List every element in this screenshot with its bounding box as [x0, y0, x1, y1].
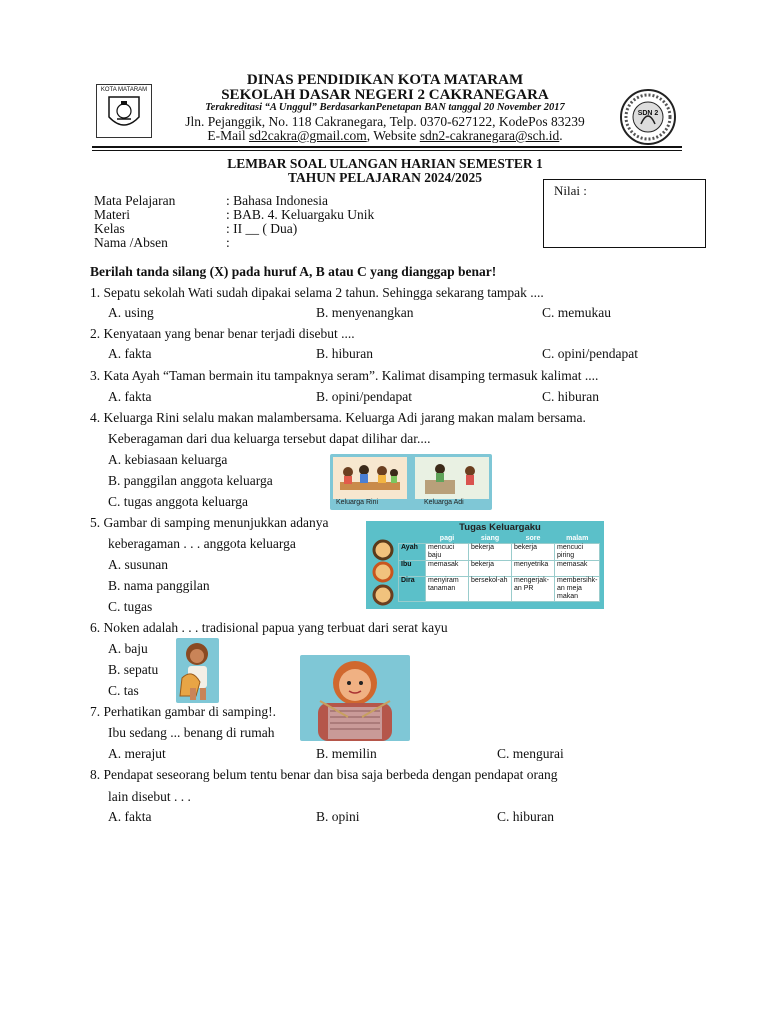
email-prefix: E-Mail — [207, 128, 249, 143]
family-comparison-image — [330, 454, 492, 510]
q4-option-a[interactable]: A. kebiasaan keluarga — [108, 452, 228, 467]
q8-option-a[interactable]: A. fakta — [108, 809, 152, 824]
q8-option-c[interactable]: C. hiburan — [497, 809, 554, 824]
tugas-keluargaku-chart — [366, 521, 604, 609]
question-8-text-2: lain disebut . . . — [108, 789, 191, 804]
q3-option-c[interactable]: C. hiburan — [542, 389, 599, 404]
q3-option-a[interactable]: A. fakta — [108, 389, 152, 404]
question-5-text: 5. Gambar di samping menunjukkan adanya — [90, 515, 329, 530]
keluarga-rini-label: Keluarga Rini — [336, 499, 379, 506]
q7-option-c[interactable]: C. mengurai — [497, 746, 564, 761]
info-label-kelas: Kelas — [94, 221, 125, 236]
question-6-text: 6. Noken adalah . . . tradisional papua yang terbuat dari serat kayu — [90, 620, 448, 635]
dinas-heading: DINAS PENDIDIKAN KOTA MATARAM — [246, 72, 524, 88]
table-cell: mencuci piring — [555, 544, 600, 561]
q3-option-b[interactable]: B. opini/pendapat — [316, 389, 412, 404]
question-7-text-2: Ibu sedang ... benang di rumah — [108, 725, 275, 740]
table-cell: memasak — [426, 561, 469, 577]
info-label-nama: Nama /Absen — [94, 235, 168, 250]
q2-option-c[interactable]: C. opini/pendapat — [542, 346, 638, 361]
info-value-kelas: : II __ ( Dua) — [226, 221, 298, 236]
school-heading: SEKOLAH DASAR NEGERI 2 CAKRANEGARA — [221, 87, 549, 103]
question-4-text-2: Keberagaman dari dua keluarga tersebut dapat dilihar dar.... — [108, 431, 431, 446]
question-7-text: 7. Perhatikan gambar di samping!. — [90, 704, 276, 719]
table-row — [399, 577, 600, 602]
tugas-table-header-row — [399, 535, 600, 544]
q8-option-b[interactable]: B. opini — [316, 809, 360, 824]
q4-option-c[interactable]: C. tugas anggota keluarga — [108, 494, 248, 509]
tugas-table-title: Tugas Keluargaku — [459, 522, 541, 533]
website-link[interactable]: sdn2-cakranegara@sch.id — [419, 128, 560, 143]
email-link[interactable]: sd2cakra@gmail.com — [248, 128, 367, 143]
q7-option-b[interactable]: B. memilin — [316, 746, 377, 761]
question-3-text: 3. Kata Ayah “Taman bermain itu tampaknya seram”. Kalimat disamping termasuk kalimat .... — [90, 368, 599, 383]
q5-option-c[interactable]: C. tugas — [108, 599, 153, 614]
info-label-materi: Materi — [94, 207, 130, 222]
kota-mataram-emblem-icon — [97, 93, 151, 135]
table-cell: bekerja — [469, 544, 512, 561]
table-cell: membersihk-an meja makan — [555, 577, 600, 602]
header-divider-thin — [92, 150, 682, 151]
website-prefix: , Website — [366, 128, 420, 143]
row-label-ayah: Ayah — [399, 544, 426, 561]
table-cell: bersekol-ah — [469, 577, 512, 602]
instruction-text: Berilah tanda silang (X) pada huruf A, B atau C yang dianggap benar! — [90, 264, 497, 279]
tugas-table — [398, 535, 600, 602]
table-row — [399, 561, 600, 577]
kota-mataram-logo — [96, 84, 152, 138]
knitting-illustration — [300, 655, 410, 741]
accreditation-text: Terakreditasi “A Unggul” BerdasarkanPenetapan BAN tanggal 20 November 2017 — [205, 102, 565, 113]
address-text: Jln. Pejanggik, No. 118 Cakranegara, Telp. 0370-627122, KodePos 83239 — [185, 114, 585, 129]
header-sore: sore — [525, 535, 541, 542]
header-divider-thick — [92, 146, 682, 148]
nilai-box[interactable] — [543, 179, 706, 248]
info-value-mapel: : Bahasa Indonesia — [226, 193, 328, 208]
q2-option-a[interactable]: A. fakta — [108, 346, 152, 361]
q1-option-b[interactable]: B. menyenangkan — [316, 305, 414, 320]
question-8-text: 8. Pendapat seseorang belum tentu benar dan bisa saja berbeda dengan pendapat orang — [90, 767, 558, 782]
info-label-mapel: Mata Pelajaran — [94, 193, 176, 208]
q6-option-b[interactable]: B. sepatu — [108, 662, 159, 677]
sdn2-emblem-icon — [619, 88, 677, 146]
q1-option-a[interactable]: A. using — [108, 305, 154, 320]
q6-option-a[interactable]: A. baju — [108, 641, 148, 656]
row-label-ibu: Ibu — [399, 561, 426, 577]
contact-line — [150, 128, 620, 143]
header-siang: siang — [480, 535, 500, 542]
noken-bag-illustration — [176, 638, 219, 703]
question-5-text-2: keberagaman . . . anggota keluarga — [108, 536, 296, 551]
knitting-image — [300, 655, 410, 741]
sdn2-logo-text: SDN 2 — [637, 110, 659, 117]
row-label-dira: Dira — [399, 577, 426, 602]
q7-option-a[interactable]: A. merajut — [108, 746, 166, 761]
website-suffix: . — [559, 128, 563, 143]
sdn2-logo — [619, 88, 677, 146]
keluarga-adi-label: Keluarga Adi — [424, 499, 464, 506]
info-value-materi: : BAB. 4. Keluargaku Unik — [226, 207, 375, 222]
question-2-text: 2. Kenyataan yang benar benar terjadi disebut .... — [90, 326, 355, 341]
header-malam: malam — [566, 535, 589, 542]
q1-option-c[interactable]: C. memukau — [542, 305, 611, 320]
table-cell: memasak — [555, 561, 600, 577]
table-row — [399, 544, 600, 561]
question-1-text: 1. Sepatu sekolah Wati sudah dipakai selama 2 tahun. Sehingga sekarang tampak .... — [90, 285, 544, 300]
table-cell: bekerja — [469, 561, 512, 577]
info-value-nama: : — [226, 235, 230, 250]
q6-option-c[interactable]: C. tas — [108, 683, 139, 698]
noken-child-image — [176, 638, 219, 703]
table-cell: mengerjak-an PR — [512, 577, 555, 602]
table-cell: menyiram tanaman — [426, 577, 469, 602]
table-cell: menyetrika — [512, 561, 555, 577]
header-pagi: pagi — [439, 535, 455, 542]
q2-option-b[interactable]: B. hiburan — [316, 346, 373, 361]
q5-option-a[interactable]: A. susunan — [108, 557, 168, 572]
q4-option-b[interactable]: B. panggilan anggota keluarga — [108, 473, 273, 488]
table-cell: mencuci baju — [426, 544, 469, 561]
exam-year: TAHUN PELAJARAN 2024/2025 — [287, 170, 482, 185]
table-cell: bekerja — [512, 544, 555, 561]
family-faces-icon — [369, 539, 397, 607]
question-4-text: 4. Keluarga Rini selalu makan malambersama. Keluarga Adi jarang makan malam bersama. — [90, 410, 586, 425]
exam-title: LEMBAR SOAL ULANGAN HARIAN SEMESTER 1 — [227, 156, 543, 171]
q5-option-b[interactable]: B. nama panggilan — [108, 578, 210, 593]
nilai-label: Nilai : — [554, 183, 587, 198]
kota-mataram-logo-text: KOTA MATARAM — [100, 87, 148, 93]
